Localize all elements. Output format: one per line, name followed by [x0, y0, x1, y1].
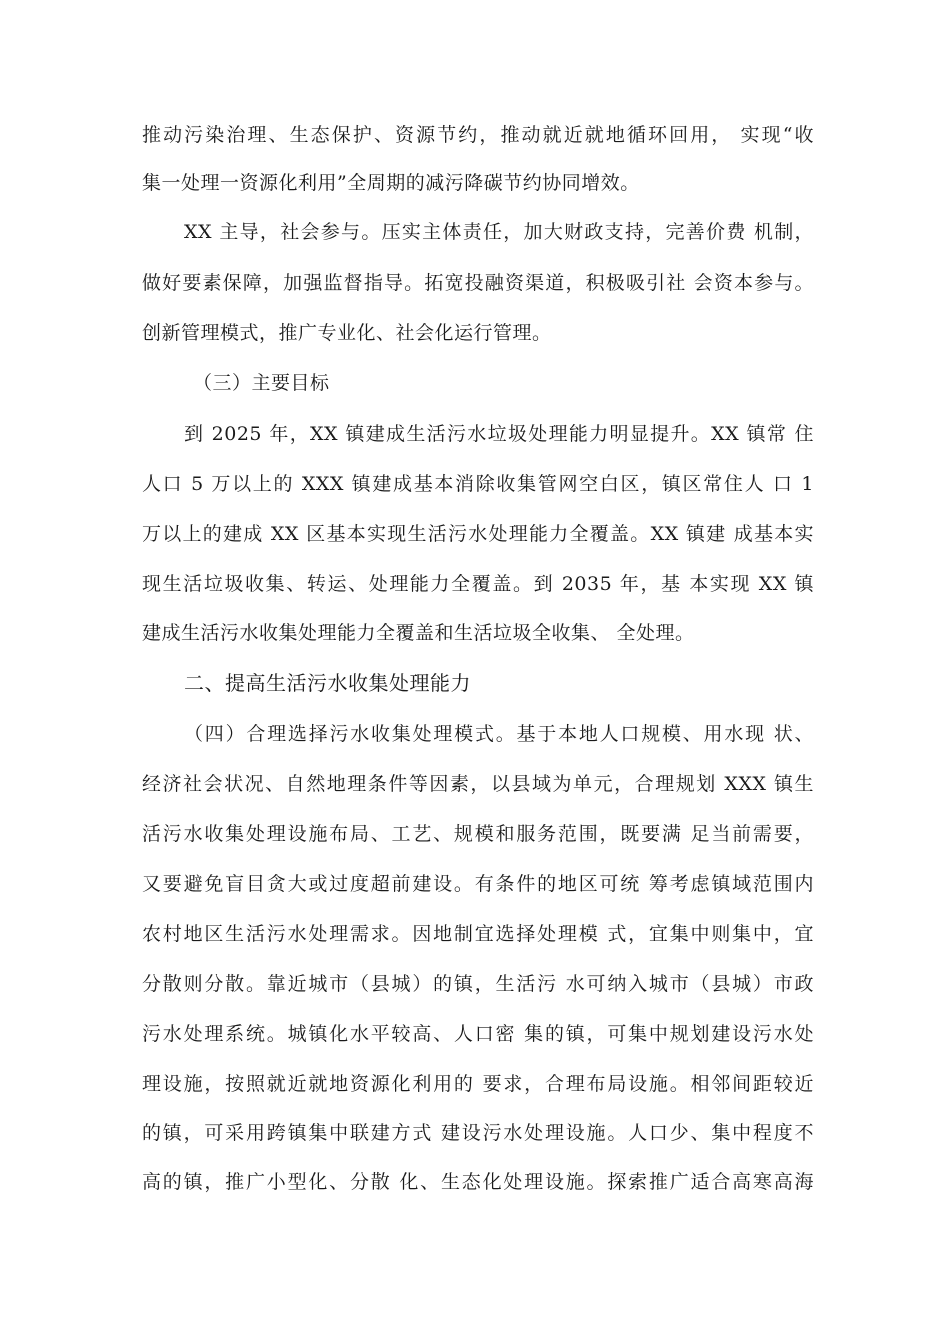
paragraph-first-line: 到 2025 年，XX 镇建成生活污水垃圾处理能力明显提升。XX 镇常 住	[184, 423, 814, 445]
chapter-heading: 二、提高生活污水收集处理能力	[184, 671, 471, 695]
body-line: 农村地区生活污水处理需求。因地制宜选择处理模 式，宜集中则集中，宜	[142, 923, 814, 945]
body-line: 理设施，按照就近就地资源化利用的 要求，合理布局设施。相邻间距较近	[142, 1073, 814, 1095]
section-heading: （三）主要目标	[193, 372, 330, 394]
body-line: 高的镇，推广小型化、分散 化、生态化处理设施。探索推广适合高寒高海	[142, 1171, 814, 1193]
body-line: 集一处理一资源化利用”全周期的减污降碳节约协同增效。	[142, 172, 640, 194]
body-line: 现生活垃圾收集、转运、处理能力全覆盖。到 2035 年，基 本实现 XX 镇	[142, 573, 814, 595]
body-line: 建成生活污水收集处理能力全覆盖和生活垃圾全收集、 全处理。	[142, 622, 695, 644]
body-line: 活污水收集处理设施布局、工艺、规模和服务范围，既要满 足当前需要，	[142, 823, 814, 845]
body-line: 万以上的建成 XX 区基本实现生活污水处理能力全覆盖。XX 镇建 成基本实	[142, 523, 814, 545]
body-line: 分散则分散。靠近城市（县城）的镇，生活污 水可纳入城市（县城）市政	[142, 973, 814, 995]
body-line: 创新管理模式，推广专业化、社会化运行管理。	[142, 322, 552, 344]
body-line: 污水处理系统。城镇化水平较高、人口密 集的镇，可集中规划建设污水处	[142, 1023, 814, 1045]
paragraph-first-line: XX 主导，社会参与。压实主体责任，加大财政支持，完善价费 机制，	[184, 221, 814, 243]
body-line: 做好要素保障，加强监督指导。拓宽投融资渠道，积极吸引社 会资本参与。	[142, 272, 814, 294]
body-line: 的镇，可采用跨镇集中联建方式 建设污水处理设施。人口少、集中程度不	[142, 1122, 814, 1144]
body-line: 又要避免盲目贪大或过度超前建设。有条件的地区可统 筹考虑镇域范围内	[142, 873, 814, 895]
paragraph-first-line: （四）合理选择污水收集处理模式。基于本地人口规模、用水现 状、	[184, 723, 814, 745]
body-line: 经济社会状况、自然地理条件等因素，以县域为单元，合理规划 XXX 镇生	[142, 773, 814, 795]
body-line: 推动污染治理、生态保护、资源节约，推动就近就地循环回用， 实现“收	[142, 124, 814, 146]
body-line: 人口 5 万以上的 XXX 镇建成基本消除收集管网空白区，镇区常住人 口 1	[142, 473, 814, 495]
